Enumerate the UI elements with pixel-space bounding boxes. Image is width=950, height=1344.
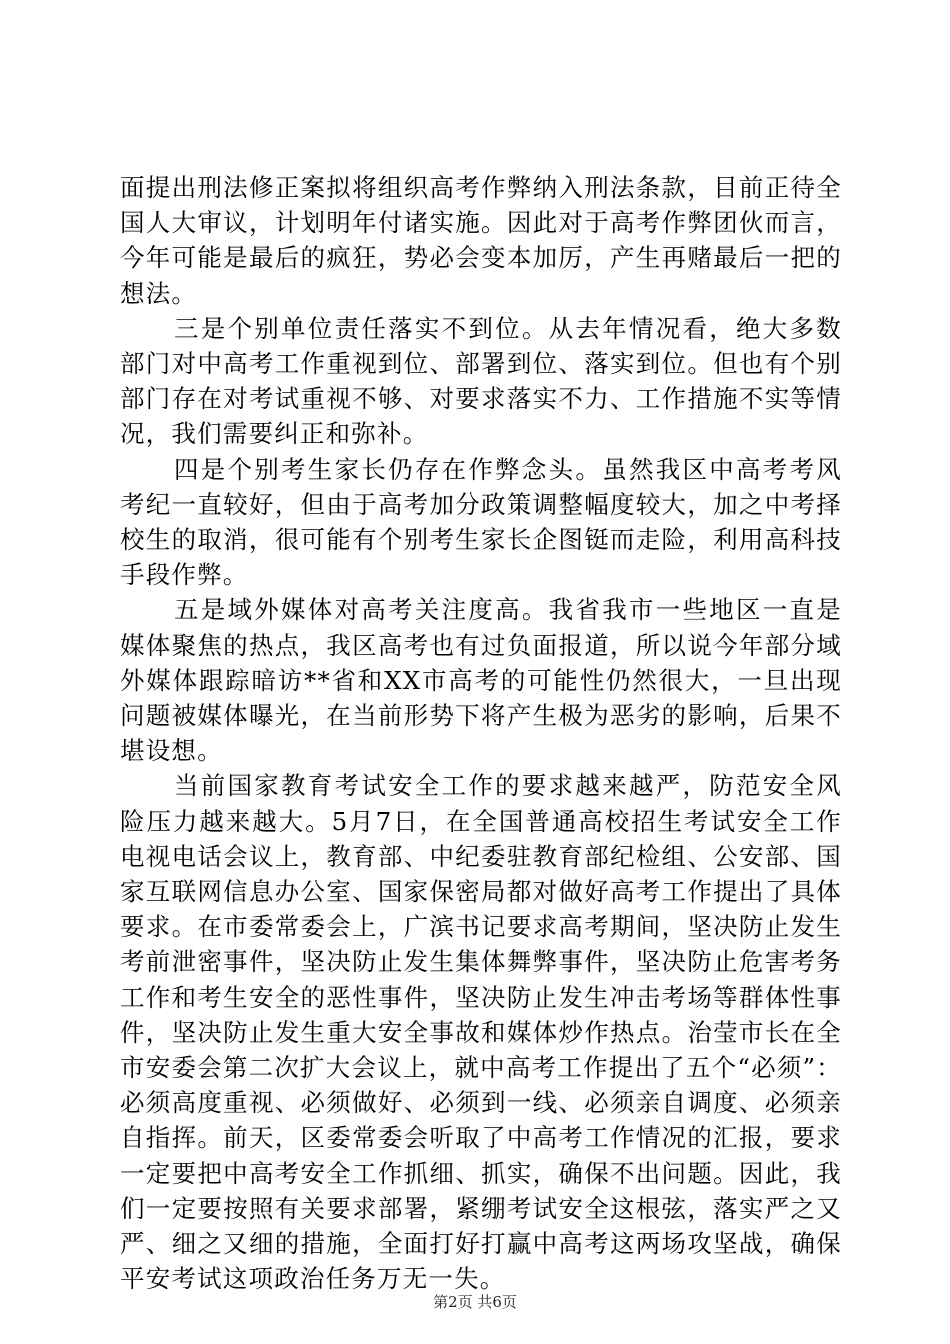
document-body <box>120 170 842 1297</box>
paragraph-point-five: 五是域外媒体对高考关注度高。我省我市一些地区一直是媒体聚焦的热点，我区高考也有过负面报道，所以说今年部分域外媒体跟踪暗访**省和XX市高考的可能性仍然很大，一旦出现问题被媒体曝光，在当前形势下将产生极为恶劣的影响，后果不堪设想。 <box>120 595 842 766</box>
page-number-footer: 第2页 共6页 <box>433 1293 517 1311</box>
paragraph-requirements: 当前国家教育考试安全工作的要求越来越严，防范安全风险压力越来越大。5月7日，在全国普通高校招生考试安全工作电视电话会议上，教育部、中纪委驻教育部纪检组、公安部、国家互联网信息办公室、国家保密局都对做好高考工作提出了具体要求。在市委常委会上，广滨书记要求高考期间，坚决防止发生考前泄密事件，坚决防止发生集体舞弊事件，坚决防止危害考务工作和考生安全的恶性事件，坚决防止发生冲击考场等群体性事件，坚决防止发生重大安全事故和媒体炒作热点。治莹市长在全市安委会第二次扩大会议上，就中高考工作提出了五个“必须”：必须高度重视、必须做好、必须到一线、必须亲自调度、必须亲自指挥。前天，区委常委会听取了中高考工作情况的汇报，要求一定要把中高考安全工作抓细、抓实，确保不出问题。因此，我们一定要按照有关要求部署，紧绷考试安全这根弦，落实严之又严、细之又细的措施，全面打好打赢中高考这两场攻坚战，确保平安考试这项政治任务万无一失。 <box>120 771 842 1294</box>
paragraph-point-four: 四是个别考生家长仍存在作弊念头。虽然我区中高考考风考纪一直较好，但由于高考加分政策调整幅度较大，加之中考择校生的取消，很可能有个别考生家长企图铤而走险，利用高科技手段作弊。 <box>120 454 842 590</box>
paragraph-continuation: 面提出刑法修正案拟将组织高考作弊纳入刑法条款，目前正待全国人大审议，计划明年付诸实施。因此对于高考作弊团伙而言，今年可能是最后的疯狂，势必会变本加厉，产生再赌最后一把的想法。 <box>120 173 842 308</box>
paragraph-point-three: 三是个别单位责任落实不到位。从去年情况看，绝大多数部门对中高考工作重视到位、部署到位、落实到位。但也有个别部门存在对考试重视不够、对要求落实不力、工作措施不实等情况，我们需要纠正和弥补。 <box>120 313 842 449</box>
